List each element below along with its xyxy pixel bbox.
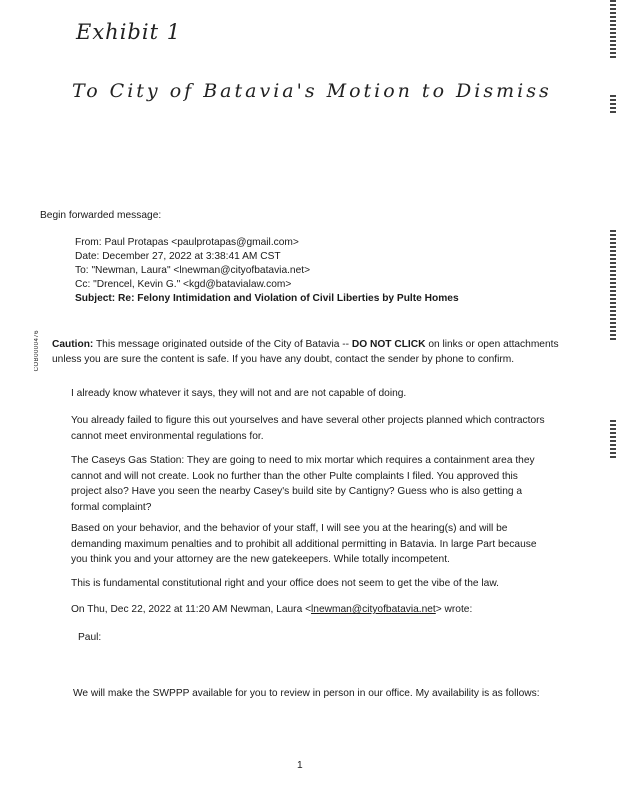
cc-value: "Drencel, Kevin G." <kgd@batavialaw.com> — [93, 279, 292, 290]
body-paragraph-6: We will make the SWPPP available for you to review in person in our office. My availability is as follows: — [73, 688, 540, 699]
body-paragraph-3: The Caseys Gas Station: They are going to need to mix mortar which requires a containment area they cannot and will not create. Look no further than the other Pulte complaints I filed. You approved this project also? Have you seen the nearby Casey's build site by Cantigny? Guess who is also getting a formal complaint? — [71, 455, 535, 513]
handwritten-motion-label: To City of Batavia's Motion to Dismiss — [72, 80, 552, 102]
to-line: To: "Newman, Laura" <lnewman@cityofbatavia.net> — [75, 265, 311, 276]
do-not-click-warning: DO NOT CLICK — [351, 339, 426, 350]
page-number: 1 — [297, 760, 303, 771]
body-paragraph-2: You already failed to figure this out yourselves and have several other projects planned which contractors cannot meet environmental regulations for. — [71, 415, 545, 442]
scan-edge — [610, 420, 616, 460]
scan-edge — [610, 0, 616, 60]
greeting: Paul: — [78, 632, 102, 643]
scan-edge — [610, 230, 616, 340]
body-paragraph-5: This is fundamental constitutional right and your office does not seem to get the vibe of the law. — [71, 578, 499, 589]
cc-line: Cc: "Drencel, Kevin G." <kgd@batavialaw.com> — [75, 279, 292, 290]
caution-label: Caution: — [52, 339, 94, 350]
subject-value: Re: Felony Intimidation and Violation of Civil Liberties by Pulte Homes — [118, 293, 459, 304]
body-paragraph-4: Based on your behavior, and the behavior of your staff, I will see you at the hearing(s) and will be demanding maximum penalties and to prohibit all additional permitting in Batavia. In large Part because you think you and your attorney are the new gatekeepers. While totally incompetent. — [71, 523, 537, 565]
to-value: "Newman, Laura" <lnewman@cityofbatavia.net> — [91, 265, 311, 276]
date-line: Date: December 27, 2022 at 3:38:41 AM CST — [75, 251, 281, 262]
bates-stamp: COB0000476 — [34, 330, 40, 372]
scan-edge — [610, 95, 616, 115]
quote-header: On Thu, Dec 22, 2022 at 11:20 AM Newman, Laura <lnewman@cityofbatavia.net> wrote: — [71, 604, 473, 615]
handwritten-exhibit-label: Exhibit 1 — [76, 20, 182, 44]
caution-line-2: unless you are sure the content is safe. If you have any doubt, contact the sender by phone to confirm. — [52, 354, 515, 365]
date-value: December 27, 2022 at 3:38:41 AM CST — [102, 251, 281, 262]
caution-line-1: Caution: This message originated outside of the City of Batavia -- DO NOT CLICK on links or open attachments — [52, 339, 559, 350]
from-line: From: Paul Protapas <paulprotapas@gmail.com> — [75, 237, 299, 248]
subject-line: Subject: Re: Felony Intimidation and Violation of Civil Liberties by Pulte Homes — [75, 293, 459, 304]
from-value: Paul Protapas <paulprotapas@gmail.com> — [104, 237, 299, 248]
forward-intro: Begin forwarded message: — [40, 210, 162, 221]
quoted-email-link[interactable]: lnewman@cityofbatavia.net — [311, 604, 436, 615]
body-paragraph-1: I already know whatever it says, they will not and are not capable of doing. — [71, 388, 407, 399]
